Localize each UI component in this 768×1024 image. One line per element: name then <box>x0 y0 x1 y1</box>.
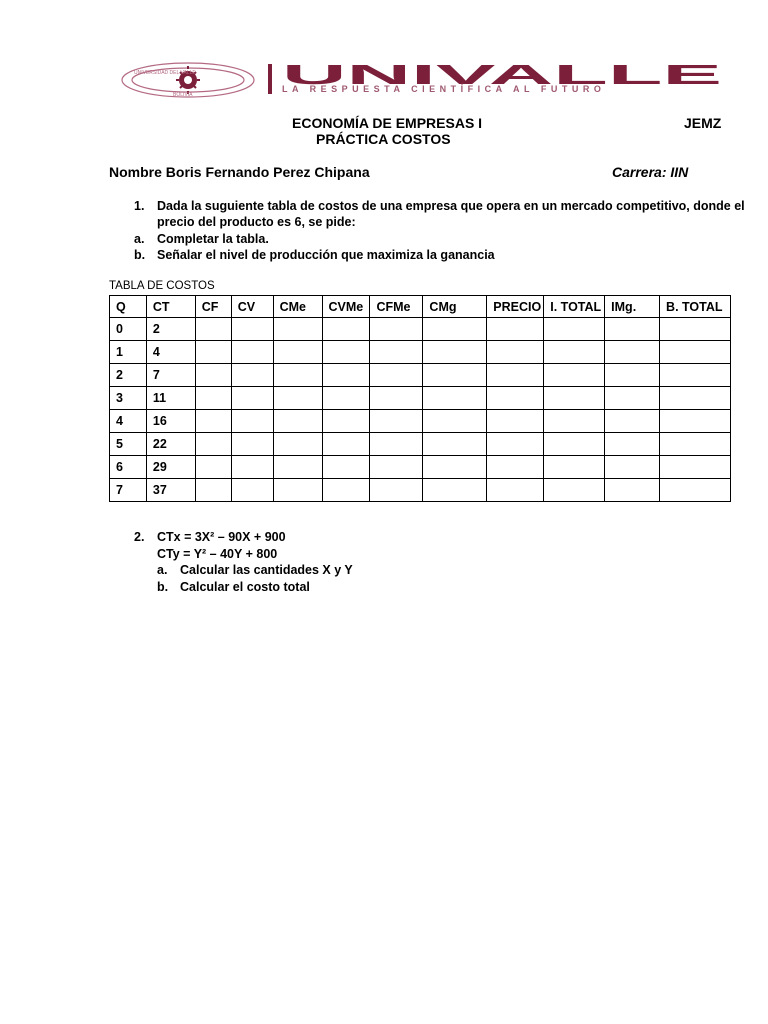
cell-ct: 2 <box>146 318 195 341</box>
q1-item-b: Señalar el nivel de producción que maximiza la ganancia <box>157 248 495 262</box>
cell-empty[interactable] <box>195 364 231 387</box>
cell-q: 5 <box>110 433 147 456</box>
cell-empty[interactable] <box>370 456 423 479</box>
q2-item-a: Calcular las cantidades X y Y <box>180 563 353 577</box>
q1-text-line1: Dada la suguiente tabla de costos de una empresa que opera en un mercado competitivo, donde el <box>157 199 745 213</box>
cell-empty[interactable] <box>231 341 273 364</box>
cell-q: 0 <box>110 318 147 341</box>
cell-empty[interactable] <box>423 341 487 364</box>
cell-empty[interactable] <box>273 456 322 479</box>
cell-empty[interactable] <box>273 479 322 502</box>
cost-table <box>109 295 731 502</box>
table-row <box>110 318 731 341</box>
cell-empty[interactable] <box>273 387 322 410</box>
course-title: ECONOMÍA DE EMPRESAS I <box>292 115 483 131</box>
cell-ct: 11 <box>146 387 195 410</box>
cell-empty[interactable] <box>231 318 273 341</box>
cell-q: 1 <box>110 341 147 364</box>
cell-ct: 7 <box>146 364 195 387</box>
cell-empty[interactable] <box>544 410 605 433</box>
table-row <box>110 433 731 456</box>
seal-text-bottom: BOLIVIA <box>173 92 193 98</box>
cell-empty[interactable] <box>544 479 605 502</box>
cell-empty[interactable] <box>544 433 605 456</box>
brand-wordmark <box>282 62 722 86</box>
header-ingreso-total: I. TOTAL <box>544 296 605 318</box>
cell-empty[interactable] <box>322 410 370 433</box>
cell-empty[interactable] <box>423 479 487 502</box>
cell-empty[interactable] <box>322 433 370 456</box>
cell-empty[interactable] <box>322 318 370 341</box>
student-name: Nombre Boris Fernando Perez Chipana <box>109 164 370 180</box>
cell-empty[interactable] <box>231 387 273 410</box>
q1-item-a-marker: a. <box>134 232 145 246</box>
q1-text-line2: precio del producto es 6, se pide: <box>157 215 356 229</box>
header-img: IMg. <box>605 296 660 318</box>
table-row <box>110 387 731 410</box>
cell-empty[interactable] <box>660 318 731 341</box>
header-beneficio-total: B. TOTAL <box>660 296 731 318</box>
cell-empty[interactable] <box>487 456 544 479</box>
cell-empty[interactable] <box>487 318 544 341</box>
cell-empty[interactable] <box>195 410 231 433</box>
cell-empty[interactable] <box>487 364 544 387</box>
header-cvme: CVMe <box>322 296 370 318</box>
cell-empty[interactable] <box>605 410 660 433</box>
brand-name: UNIVALLE <box>282 62 722 86</box>
cell-empty[interactable] <box>660 456 731 479</box>
cell-empty[interactable] <box>423 387 487 410</box>
table-row <box>110 456 731 479</box>
q2-item-b: Calcular el costo total <box>180 580 310 594</box>
header-cmg: CMg <box>423 296 487 318</box>
cell-empty[interactable] <box>660 364 731 387</box>
cell-empty[interactable] <box>322 479 370 502</box>
cell-empty[interactable] <box>660 433 731 456</box>
q1-item-b-marker: b. <box>134 248 146 262</box>
table-caption: TABLA DE COSTOS <box>109 280 215 292</box>
cell-empty[interactable] <box>231 456 273 479</box>
cell-ct: 16 <box>146 410 195 433</box>
q2-equation-y: CTy = Y² – 40Y + 800 <box>157 547 278 561</box>
cell-empty[interactable] <box>544 341 605 364</box>
practice-title: PRÁCTICA COSTOS <box>316 131 451 147</box>
cell-empty[interactable] <box>370 433 423 456</box>
cell-empty[interactable] <box>273 318 322 341</box>
cell-empty[interactable] <box>322 387 370 410</box>
cell-empty[interactable] <box>423 318 487 341</box>
cell-empty[interactable] <box>195 341 231 364</box>
cell-empty[interactable] <box>195 318 231 341</box>
cell-empty[interactable] <box>423 456 487 479</box>
cell-ct: 29 <box>146 456 195 479</box>
cell-q: 4 <box>110 410 147 433</box>
seal-text-top: UNIVERSIDAD DEL VALLE <box>134 70 196 76</box>
cell-empty[interactable] <box>605 341 660 364</box>
cell-empty[interactable] <box>487 433 544 456</box>
header-q: Q <box>110 296 147 318</box>
cell-empty[interactable] <box>195 456 231 479</box>
cell-empty[interactable] <box>273 433 322 456</box>
course-code: JEMZ <box>684 115 722 131</box>
cell-empty[interactable] <box>195 479 231 502</box>
cell-empty[interactable] <box>273 341 322 364</box>
logo-divider <box>268 64 272 94</box>
cell-empty[interactable] <box>231 410 273 433</box>
cell-empty[interactable] <box>605 318 660 341</box>
table-row <box>110 410 731 433</box>
header-precio: PRECIO <box>487 296 544 318</box>
cell-empty[interactable] <box>544 456 605 479</box>
cell-empty[interactable] <box>322 456 370 479</box>
header-cf: CF <box>195 296 231 318</box>
cell-empty[interactable] <box>370 318 423 341</box>
cell-q: 2 <box>110 364 147 387</box>
cell-empty[interactable] <box>660 341 731 364</box>
brand-tagline: LA RESPUESTA CIENTÍFICA AL FUTURO <box>282 84 606 94</box>
q2-equation-x: CTx = 3X² – 90X + 900 <box>157 530 286 544</box>
cell-q: 6 <box>110 456 147 479</box>
cell-ct: 37 <box>146 479 195 502</box>
table-row <box>110 479 731 502</box>
cell-empty[interactable] <box>487 410 544 433</box>
cell-ct: 4 <box>146 341 195 364</box>
cell-empty[interactable] <box>370 410 423 433</box>
cell-q: 3 <box>110 387 147 410</box>
cell-q: 7 <box>110 479 147 502</box>
table-header-row <box>110 296 731 318</box>
q2-item-a-marker: a. <box>157 563 168 577</box>
cell-empty[interactable] <box>370 479 423 502</box>
header-cfme: CFMe <box>370 296 423 318</box>
header-cme: CMe <box>273 296 322 318</box>
cell-empty[interactable] <box>660 387 731 410</box>
cell-empty[interactable] <box>370 387 423 410</box>
cell-empty[interactable] <box>487 341 544 364</box>
cell-ct: 22 <box>146 433 195 456</box>
cell-empty[interactable] <box>660 410 731 433</box>
cell-empty[interactable] <box>423 364 487 387</box>
cell-empty[interactable] <box>273 364 322 387</box>
cell-empty[interactable] <box>195 433 231 456</box>
cell-empty[interactable] <box>423 410 487 433</box>
university-seal-icon <box>118 60 258 100</box>
cell-empty[interactable] <box>231 479 273 502</box>
cell-empty[interactable] <box>605 456 660 479</box>
cell-empty[interactable] <box>605 364 660 387</box>
cell-empty[interactable] <box>370 341 423 364</box>
cell-empty[interactable] <box>195 387 231 410</box>
cell-empty[interactable] <box>544 364 605 387</box>
cell-empty[interactable] <box>605 433 660 456</box>
cell-empty[interactable] <box>605 479 660 502</box>
cell-empty[interactable] <box>322 341 370 364</box>
cell-empty[interactable] <box>605 387 660 410</box>
cell-empty[interactable] <box>487 387 544 410</box>
cell-empty[interactable] <box>273 410 322 433</box>
q2-number: 2. <box>134 530 145 544</box>
cell-empty[interactable] <box>660 479 731 502</box>
cell-empty[interactable] <box>423 433 487 456</box>
table-row <box>110 364 731 387</box>
cell-empty[interactable] <box>487 479 544 502</box>
student-career: Carrera: IIN <box>612 164 689 180</box>
cell-empty[interactable] <box>231 433 273 456</box>
q2-item-b-marker: b. <box>157 580 169 594</box>
cell-empty[interactable] <box>231 364 273 387</box>
q1-number: 1. <box>134 199 145 213</box>
cell-empty[interactable] <box>544 318 605 341</box>
q1-item-a: Completar la tabla. <box>157 232 269 246</box>
cell-empty[interactable] <box>370 364 423 387</box>
header-ct: CT <box>146 296 195 318</box>
table-row <box>110 341 731 364</box>
cell-empty[interactable] <box>322 364 370 387</box>
header-cv: CV <box>231 296 273 318</box>
cell-empty[interactable] <box>544 387 605 410</box>
